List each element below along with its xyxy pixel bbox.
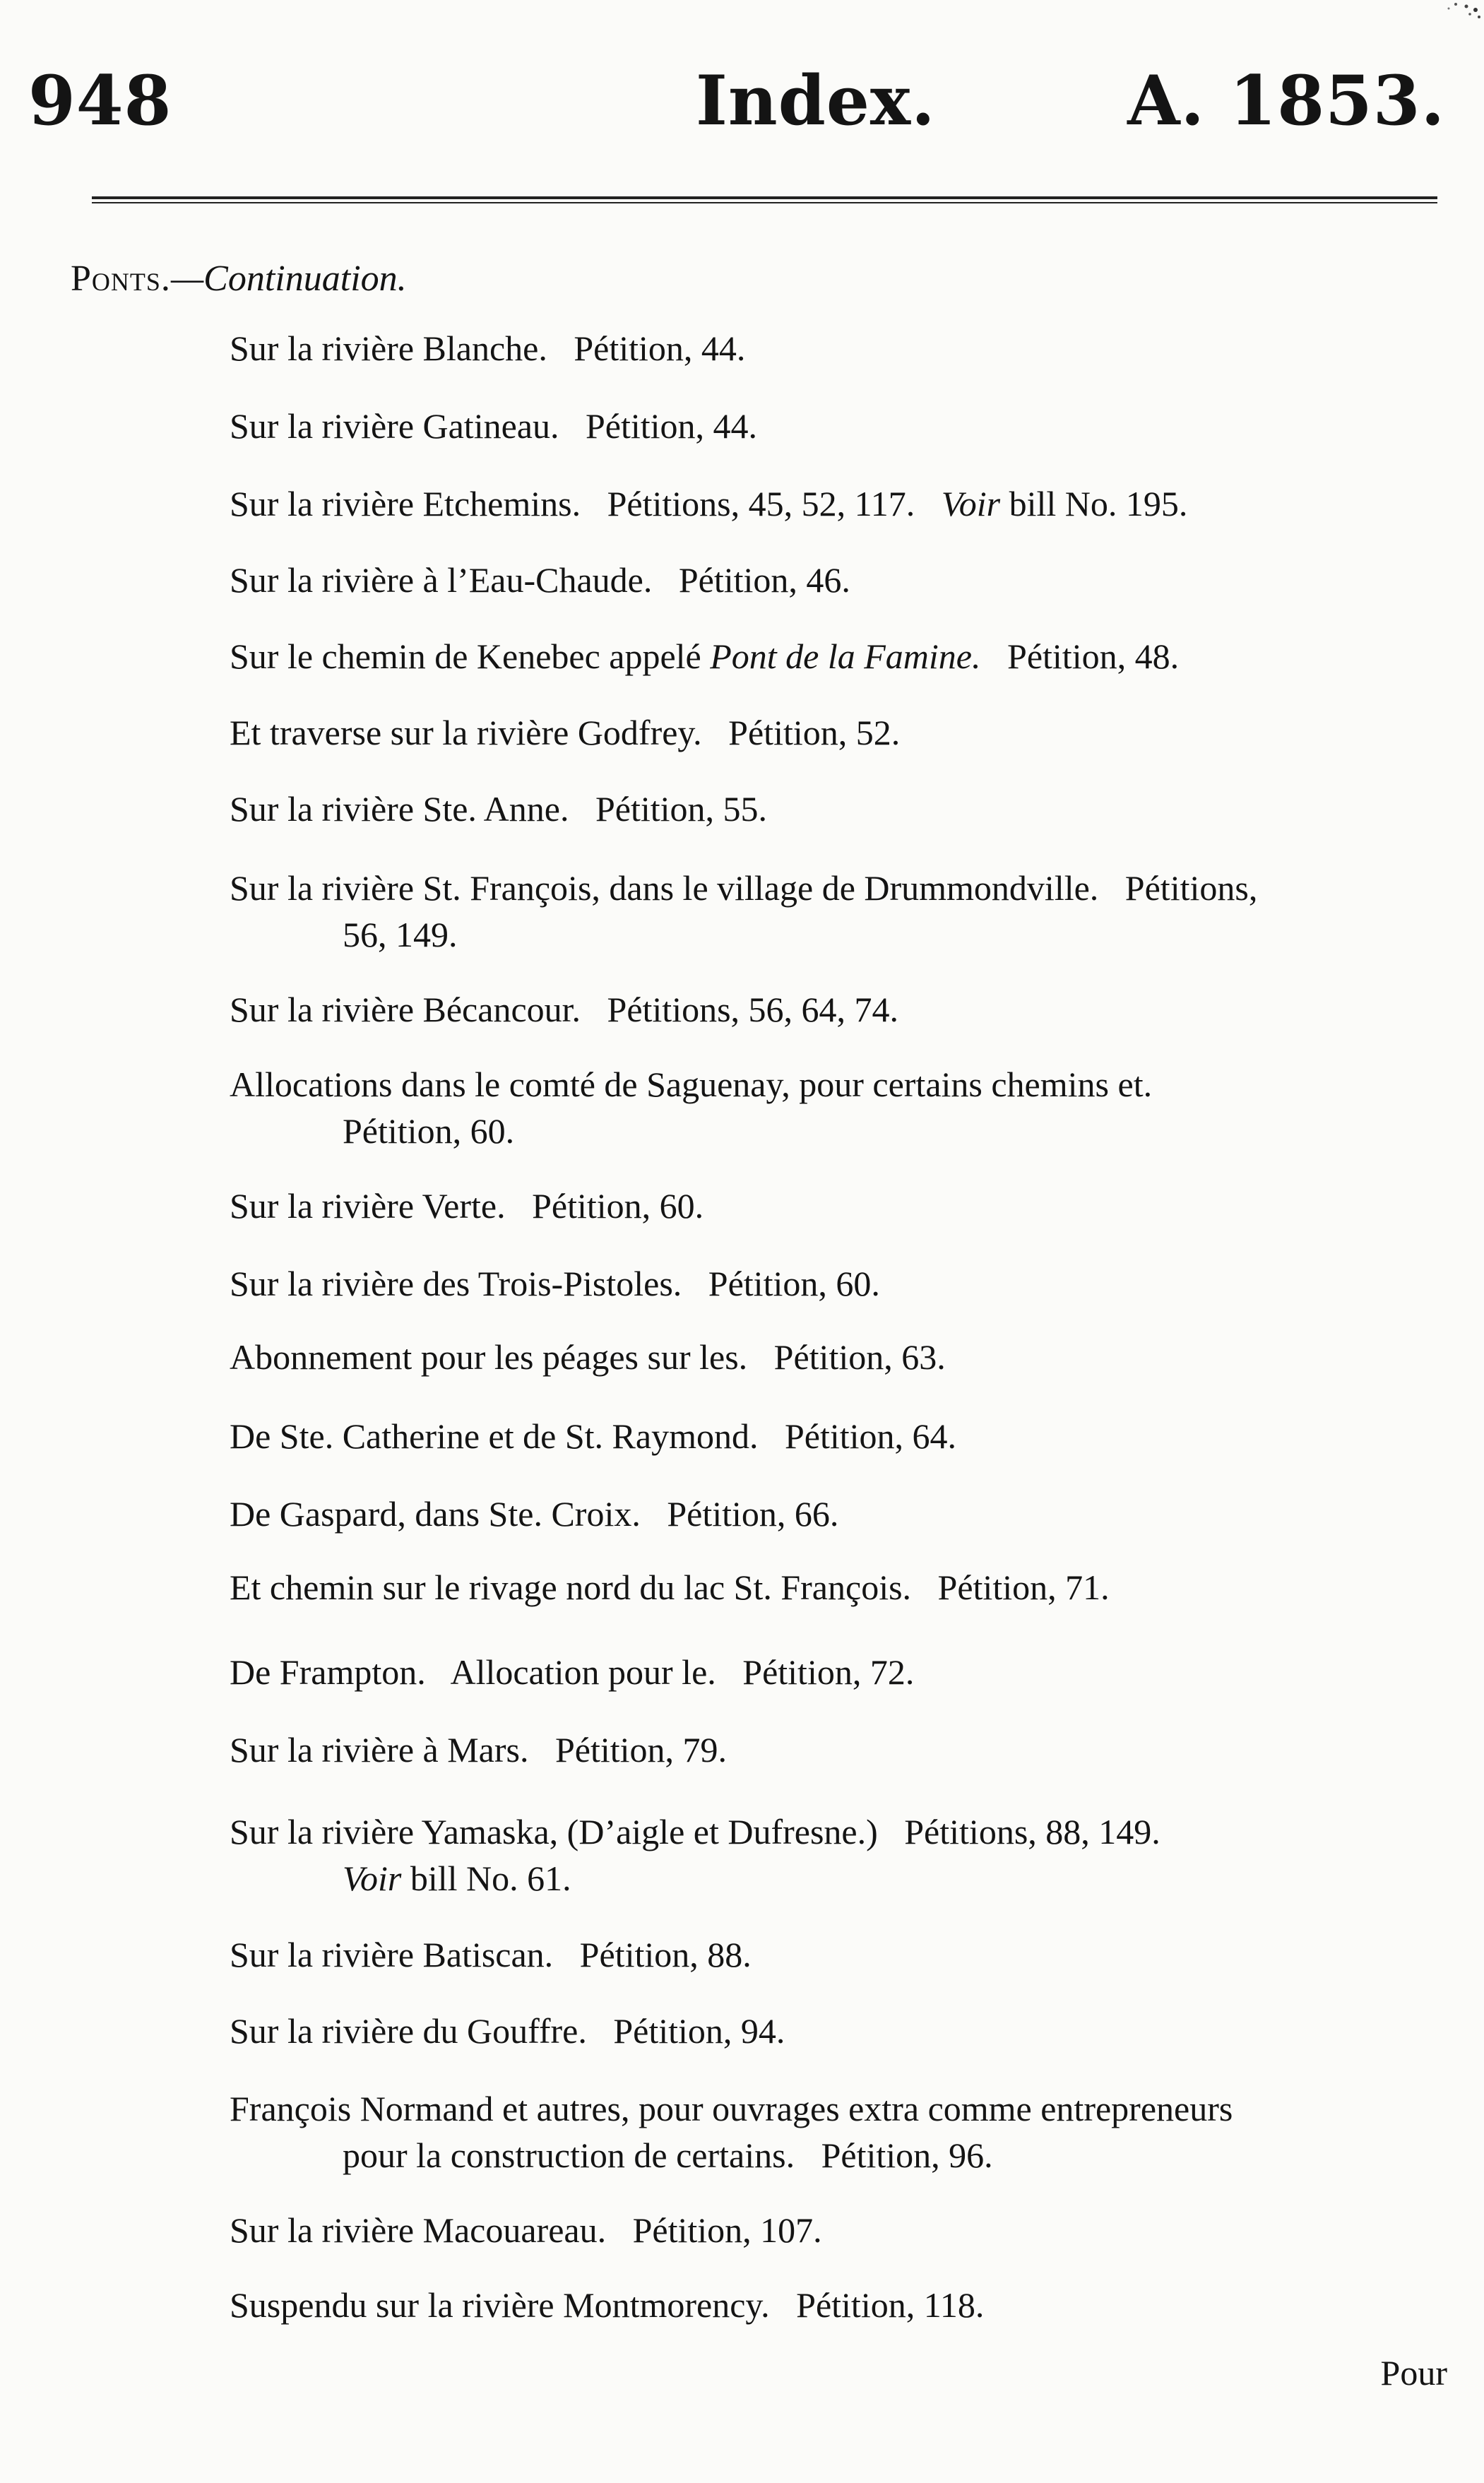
index-entry xyxy=(230,1564,1448,1611)
entry-continuation-italic: Voir xyxy=(343,1859,402,1898)
index-entry xyxy=(230,1413,1448,1459)
entry-text: Sur la rivière Yamaska, (D’aigle et Dufresne.) Pétitions, 88, 149. xyxy=(230,1812,1161,1851)
index-entry xyxy=(230,786,1448,832)
entry-continuation-text: Pétition, 60. xyxy=(343,1111,515,1151)
entry-text: Sur la rivière des Trois-Pistoles. Pétition, 60. xyxy=(230,1264,880,1303)
entry-text: Sur la rivière Etchemins. Pétitions, 45, 52, 117. xyxy=(230,484,942,523)
index-entry xyxy=(230,1726,1448,1773)
section-continuation: —Continuation. xyxy=(170,259,407,299)
entry-text: Sur la rivière Ste. Anne. Pétition, 55. xyxy=(230,789,768,829)
entry-text: Sur la rivière à l’Eau-Chaude. Pétition, 46. xyxy=(230,560,850,600)
entry-text: Sur la rivière Gatineau. Pétition, 44. xyxy=(230,406,758,446)
entry-text: Suspendu sur la rivière Montmorency. Pétition, 118. xyxy=(230,2285,985,2325)
entry-continuation xyxy=(230,911,1448,958)
index-entry xyxy=(230,1931,1448,1978)
index-entry xyxy=(230,1808,1448,1902)
entry-text: Sur la rivière St. François, dans le village de Drummondville. Pétitions, xyxy=(230,868,1258,908)
scan-speckle xyxy=(1364,0,1484,28)
entry-italic: Pont de la Famine. xyxy=(710,636,981,676)
index-entry xyxy=(230,1334,1448,1380)
section-name: Ponts. xyxy=(71,259,171,299)
index-entry xyxy=(230,1649,1448,1695)
index-entry xyxy=(230,2085,1448,2179)
entry-text: Sur le chemin de Kenebec appelé xyxy=(230,636,711,676)
entry-continuation xyxy=(230,2132,1448,2179)
index-entry xyxy=(230,986,1448,1033)
entry-continuation-text: bill No. 61. xyxy=(401,1859,571,1898)
header-rule xyxy=(92,196,1437,199)
entry-text: Sur la rivière à Mars. Pétition, 79. xyxy=(230,1730,728,1770)
index-entry xyxy=(230,633,1448,680)
entry-text: Sur la rivière Batiscan. Pétition, 88. xyxy=(230,1935,752,1974)
entry-italic: Voir xyxy=(941,484,1001,523)
index-entry xyxy=(230,403,1448,449)
page-title: Index. xyxy=(696,61,936,141)
entry-continuation-text: 56, 149. xyxy=(343,915,458,954)
entry-text: Abonnement pour les péages sur les. Pétition, 63. xyxy=(230,1337,946,1377)
index-entry xyxy=(230,480,1448,527)
catchword: Pour xyxy=(1380,2353,1447,2393)
index-entry xyxy=(230,709,1448,756)
entry-text: De Gaspard, dans Ste. Croix. Pétition, 66. xyxy=(230,1494,839,1534)
header-rule-thin xyxy=(92,202,1437,203)
entry-text: Sur la rivière du Gouffre. Pétition, 94. xyxy=(230,2011,785,2051)
index-entry xyxy=(230,1061,1448,1154)
index-entry xyxy=(230,1183,1448,1229)
entry-text: Sur la rivière Verte. Pétition, 60. xyxy=(230,1186,704,1226)
entry-text: Et chemin sur le rivage nord du lac St. François. Pétition, 71. xyxy=(230,1568,1110,1607)
index-entry xyxy=(230,1491,1448,1537)
index-entry xyxy=(230,2282,1448,2328)
index-entry xyxy=(230,1260,1448,1307)
year-label: A. 1853. xyxy=(1127,61,1445,141)
entry-text: François Normand et autres, pour ouvrages extra comme entrepreneurs xyxy=(230,2089,1233,2128)
index-entry xyxy=(230,557,1448,603)
entry-continuation xyxy=(230,1855,1448,1902)
entry-text-after: Pétition, 48. xyxy=(980,636,1180,676)
entry-text: De Ste. Catherine et de St. Raymond. Pétition, 64. xyxy=(230,1416,957,1456)
page-number: 948 xyxy=(28,61,172,141)
index-entry xyxy=(230,865,1448,958)
section-heading xyxy=(71,258,407,300)
entry-text: Et traverse sur la rivière Godfrey. Pétition, 52. xyxy=(230,713,901,752)
index-entries xyxy=(230,325,1448,2328)
entry-continuation-text: pour la construction de certains. Pétition, 96. xyxy=(343,2135,993,2175)
entry-text: Allocations dans le comté de Saguenay, pour certains chemins et. xyxy=(230,1065,1153,1104)
index-entry xyxy=(230,325,1448,372)
index-entry xyxy=(230,2207,1448,2253)
entry-text-after: bill No. 195. xyxy=(1000,484,1188,523)
entry-text: De Frampton. Allocation pour le. Pétition, 72. xyxy=(230,1652,915,1692)
entry-continuation xyxy=(230,1108,1448,1154)
entry-text: Sur la rivière Macouareau. Pétition, 107. xyxy=(230,2210,822,2250)
entry-text: Sur la rivière Bécancour. Pétitions, 56, 64, 74. xyxy=(230,990,899,1029)
index-entry xyxy=(230,2008,1448,2054)
entry-text: Sur la rivière Blanche. Pétition, 44. xyxy=(230,328,746,368)
page-header xyxy=(0,0,1484,177)
